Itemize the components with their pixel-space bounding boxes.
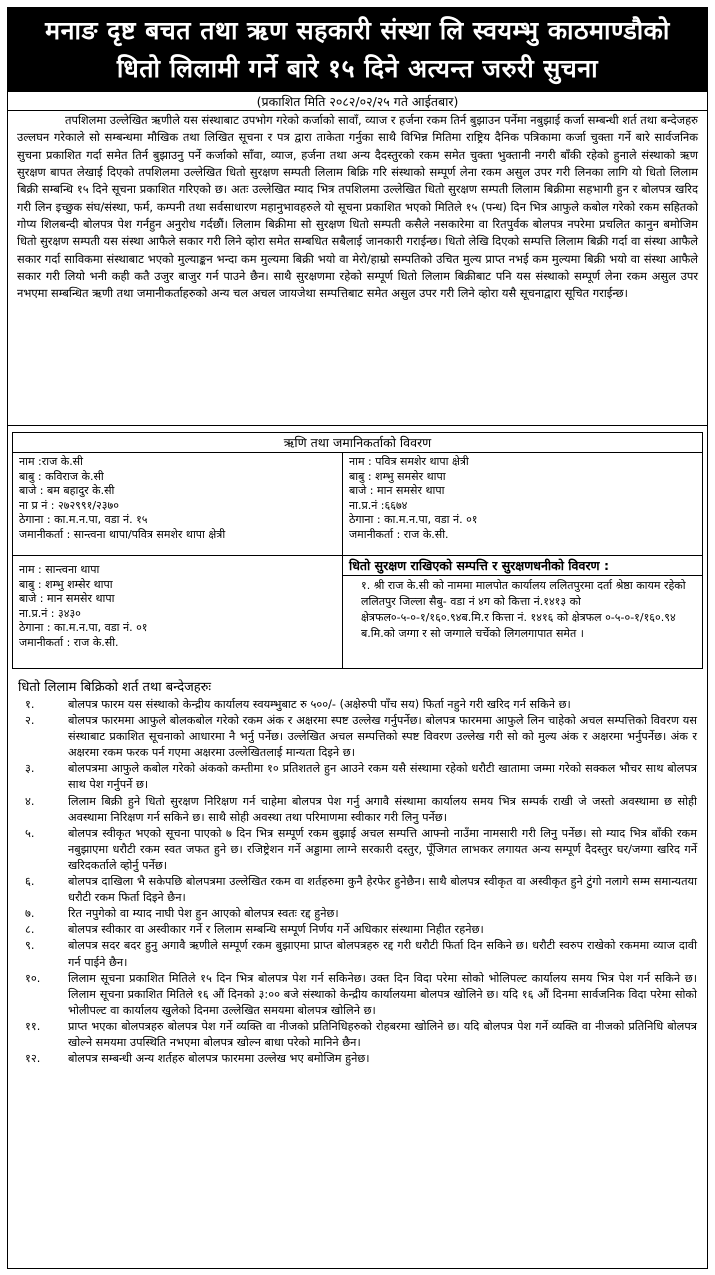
- terms-title: धितो लिलाम बिक्रिको शर्त तथा बन्देजहरुः: [18, 680, 212, 695]
- term-text: लिलाम सूचना प्रकाशित मितिले १५ दिन भित्र बोलपत्र पेश गर्न सकिनेछ। उक्त दिन विदा परेमा सोको भोलिपल्ट कार्यालय समय भित्र पेश गर्न सकिने छ। लिलाम सूचना प्रकाशित मितिले १६ औं दिनको ३:०० बजे संस्थाको केन्द्रीय कार्यालयमा बोलपत्र खोलिने छ। यदि १६ औं दिनमा सार्वजनिक विदा परेमा सोको भोलीपल्ट वा कार्यालय खुलेको दिनमा उल्लेखित समयमा बोलपत्र खोलिने छ।: [68, 971, 697, 1017]
- borrower-father: बाबु : शम्भु शम्सेर थापा: [19, 577, 113, 591]
- term-item: [8, 971, 707, 1019]
- term-text: बोलपत्र फारममा आफुले बोलकबोल गरेको रकम अंक र अक्षरमा स्पष्ट उल्लेख गर्नुपर्नेछ। बोलपत्र फारममा आफुले लिन चाहेको अचल सम्पत्तिको विवरण यस संस्थाबाट प्रकाशित सूचनाको आधारमा नै भर्नु पर्नेछ। उल्लेखित अचल सम्पत्तिको स्पष्ट विवरण उल्लेख गरी सो को मुल्य अंक र अक्षरमा भर्नुपर्नेछ। अंक र अक्षरमा रकम फरक पर्न गएमा अक्षरमा उल्लेखितलाई मान्यता दिइने छ।: [68, 714, 697, 760]
- term-text: बोलपत्र फारम यस संस्थाको केन्द्रीय कार्यालय स्वयम्भुबाट रु ५००/- (अक्षेरुपी पाँच सय) फिर्ता नहुने गरी खरिद गर्न सकिने छ।: [68, 698, 571, 711]
- term-number: ४.: [25, 794, 35, 808]
- term-number: ६.: [25, 875, 35, 889]
- term-item: [8, 906, 707, 922]
- borrower-address: ठेगाना : का.म.न.पा, वडा नं. ०१: [349, 513, 478, 527]
- title-line-1: मनाङ दृष्ट बचत तथा ऋण सहकारी संस्था लि स्वयम्भु काठमाण्डौको: [45, 16, 670, 45]
- term-number: ८.: [25, 923, 35, 937]
- term-item: [8, 761, 707, 793]
- intro-paragraph: तपशिलमा उल्लेखित ऋणीले यस संस्थाबाट उपभोग गरेको कर्जाको सावाँ, व्याज र हर्जना रकम तिर्न बुझाउन पर्नेमा नबुझाई कर्जा सम्बन्धी शर्त तथा बन्देजहरु उल्लघन गरेकाले सो सम्बन्धमा मौखिक तथा लिखित सूचना र पत्र द्वारा ताकेता गर्नुका साथै विभिन्न मितिमा राष्ट्रिय दैनिक पत्रिकामा कर्जा चुक्ता गर्ने बारे सार्वजनिक सुचना प्रकाशित गर्दा समेत तिर्न बुझाउनु पर्ने कर्जाको साँवा, व्याज, हर्जना तथा अन्य दैदस्तुरको रकम समेत चुक्ता भुक्तानी नगरी बाँकी रहेको हुनाले संस्थाको ऋण सुरक्षण बापत लेखाई दिएको तपशिलमा उल्लेखित धितो सुरक्षण सम्पती लिलाम बिक्रि गरि संस्थाको सम्पूर्ण लेना रकम असुल उपर गरी लिनका लागि यो धितो लिलाम बिक्री सम्बन्धि १५ दिने सूचना प्रकाशित गरिएको छ। अतः उल्लेखित म्याद भित्र तपशिलमा उल्लेखित धितो सुरक्षण सम्पती लिलाम बिक्रीमा सहभागी हुन र बोलपत्र खरिद गरी लिन इच्छुक संघ/संस्था, फर्म, कम्पनी तथा सर्वसाधारण महानुभावहरुले यो सूचना प्रकाशित भएको मितिले १५ (पन्ध) दिन भित्र आफुले कबोल गरेको रकम सहितको गोप्य शिलबन्दी बोलपत्र पेश गर्नहुन अनुरोध गर्दछौं। लिलाम बिक्रीमा सो सुरक्षण धितो सम्पती कसैले नसकारेमा वा रितपुर्वक बोलपत्र नपरेमा प्रचलित कानुन बमोजिम धितो सुरक्षण सम्पती यस संस्था आफैले सकार गरी लिने व्होरा समेत सम्बधित सबैलाई जानकारी गराईन्छ। धितो लेखि दिएको सम्पत्ति लिलाम बिक्री गर्दा वा संस्था आफैले सकार गर्दा साविकमा संस्थाबाट भएको मुल्याङ्कन भन्दा कम मुल्यमा बिक्री भयो वा मेरो/हाम्रो सम्पतिको उचित मुल्य प्राप्त नभई कम मुल्यमा बिक्री भयो वा संस्था आफैले सकार गरी लियो भनी कही कतै उजुर बाजुर गर्न पाउने छैन। साथै सुरक्षणमा रहेको सम्पूर्ण धितो लिलाम बिक्रीबाट पनि यस संस्थाको सम्पूर्ण लेना रकम असुल उपर नभएमा सम्बन्धित ऋणी तथा जमानीकर्ताहरुको अन्य चल अचल जायजेथा सम्पत्तिबाट समेत असुल उपर गरी लिने व्होरा यसै सूचनाद्वारा सूचित गराईन्छ।: [17, 113, 698, 301]
- term-text: बोलपत्र सदर बदर हुनु अगावै ऋणीले सम्पूर्ण रकम बुझाएमा प्राप्त बोलपत्रहरु रद्द गरी धरौटी फिर्ता दिन सकिने छ। धरौटी स्वरुप राखेको रकममा व्याज दावी गर्न पाईने छैन।: [68, 939, 697, 969]
- term-number: ११.: [25, 1019, 41, 1033]
- term-text: बोलपत्र सम्बन्धी अन्य शर्तहरु बोलपत्र फारममा उल्लेख भए बमोजिम हुनेछ।: [68, 1052, 370, 1066]
- published-date: (प्रकाशित मिति २०८२/०२/२५ गते आईतबार): [8, 92, 707, 111]
- term-text: बोलपत्रमा आफुले कबोल गरेको अंकको कम्तीमा १० प्रतिशतले हुन आउने रकम यसै संस्थामा रहेको धरौटी खातामा जम्मा गरेको सक्कल भौचर साथ बोलपत्र साथ पेश गर्नुपर्ने छ।: [68, 762, 697, 792]
- borrower-guarantor: जमानीकर्ता : राज के.सी.: [349, 527, 449, 541]
- term-item: [8, 922, 707, 938]
- term-item: [8, 1019, 707, 1051]
- borrower-card-2: [343, 453, 702, 556]
- borrower-guarantor: जमानीकर्ता : सान्त्वना थापा/पवित्र समशेर थापा क्षेत्री: [19, 527, 226, 541]
- term-text: बोलपत्र स्वीकार वा अस्वीकार गर्ने र लिलाम सम्बन्धि सम्पूर्ण निर्णय गर्ने अधिकार संस्थामा निहीत रहनेछ।: [68, 923, 484, 937]
- notice-page: [7, 7, 708, 1269]
- term-number: ३.: [25, 762, 35, 776]
- term-number: १.: [25, 698, 35, 711]
- details-title: ऋणि तथा जमानिकर्ताको विवरण: [12, 432, 703, 452]
- term-item: [8, 938, 707, 970]
- term-number: ९.: [25, 939, 35, 953]
- borrower-name: नाम :राज के.सी: [19, 455, 83, 468]
- borrower-address: ठेगाना : का.म.न.पा, वडा नं. १५: [19, 513, 148, 527]
- borrower-citizenship: ना.प्र.नं : ३४३०: [19, 606, 81, 620]
- borrower-address: ठेगाना : का.म.न.पा, वडा नं. ०१: [19, 621, 148, 635]
- term-item: [8, 1051, 707, 1067]
- terms-list: [8, 697, 707, 1067]
- term-text: रित नपुगेको वा म्याद नाघी पेश हुन आएको बोलपत्र स्वतः रद्द हुनेछ।: [68, 907, 339, 921]
- secured-property-text: १. श्री राज के.सी को नाममा मालपोत कार्यालय ललितपुरमा दर्ता श्रेष्ठा कायम रहेको ललितपुर जिल्ला सैबु- वडा नं ४ग को कित्ता नं.१४१३ को क्षेत्रफल०-५-०-१/१६०.९४ब.मि.र कित्ता नं. १४१६ को क्षेत्रफल ०-५-०-१/१६०.९४ ब.मि.को जग्गा र सो जग्गाले चर्चेको लिगलगापात समेत ।: [361, 579, 686, 640]
- term-item: [8, 697, 707, 713]
- borrower-citizenship: ना प्र नं : २७२९९१/२३७०: [19, 498, 119, 512]
- term-item: [8, 713, 707, 761]
- borrower-grandfather: बाजे : मान समसेर थापा: [349, 484, 445, 498]
- borrower-card-3: [13, 556, 343, 668]
- borrower-citizenship: ना.प्र.नं :६६७४: [349, 498, 408, 512]
- borrower-father: बाबु : कविराज के.सी: [19, 469, 104, 483]
- borrower-name: नाम : सान्त्वना थापा: [19, 563, 100, 576]
- term-number: १२.: [25, 1052, 41, 1066]
- term-item: [8, 874, 707, 906]
- borrower-grandfather: बाजे : मान समसेर थापा: [19, 592, 115, 606]
- borrower-guarantor: जमानीकर्ता : राज के.सी.: [19, 635, 119, 649]
- borrower-card-1: [13, 453, 343, 556]
- term-number: ५.: [25, 826, 35, 840]
- term-item: [8, 826, 707, 874]
- term-item: [8, 794, 707, 826]
- secured-property-box: [343, 556, 702, 668]
- term-text: बोलपत्र स्वीकृत भएको सूचना पाएको ७ दिन भित्र सम्पूर्ण रकम बुझाई अचल सम्पत्ति आफ्नो नाउँमा नामसारी गरी लिनु पर्नेछ। सो म्याद भित्र बाँकी रकम नबुझाएमा धरौटी रकम स्वत जफत हुने छ। रजिष्ट्रेशन गर्ने अड्डामा लाग्ने सरकारी दस्तुर, पूँजिगत लाभकर लगायत अन्य सम्पूर्ण दैदस्तुर घर/जग्गा खरिद गर्ने खरिदकर्ताले व्होर्नु पर्नेछ।: [68, 826, 697, 872]
- secured-property-title: धितो सुरक्षण राखिएको सम्पत्ति र सुरक्षणधनीको विवरण :: [343, 556, 702, 576]
- title-banner: [8, 8, 707, 92]
- term-text: लिलाम बिक्री हुने धितो सुरक्षण निरिक्षण गर्न चाहेमा बोलपत्र पेश गर्नु अगावै संस्थामा कार्यालय समय भित्र सम्पर्क राखी जे जस्तो अवस्थामा छ सोही अवस्थामा निरिक्षण गर्न सकिने छ। साथै सोही अवस्था तथा परिमाणमा स्वीकार गरी लिनु पर्नेछ।: [68, 794, 697, 824]
- term-number: १०.: [25, 971, 41, 985]
- term-number: ७.: [25, 907, 35, 921]
- borrower-grandfather: बाजे : बम बहादुर के.सी: [19, 484, 115, 498]
- borrower-father: बाबु : शम्भु समसेर थापा: [349, 469, 446, 483]
- term-number: २.: [25, 714, 35, 728]
- term-text: प्राप्त भएका बोलपत्रहरु बोलपत्र पेश गर्ने व्यक्ति वा नीजको प्रतिनिधिहरुको रोहबरमा खोलिने छ। यदि बोलपत्र पेश गर्ने व्यक्ति वा नीजको प्रतिनिधि बोलपत्र खोल्ने समयमा उपस्थिति नभएमा बोलपत्र खोल्न बाधा परेको मानिने छैन।: [68, 1019, 697, 1049]
- borrower-name: नाम : पवित्र समशेर थापा क्षेत्री: [349, 455, 469, 468]
- details-table: [12, 452, 703, 669]
- title-line-2: धितो लिलामी गर्ने बारे १५ दिने अत्यन्त जरुरी सुचना: [116, 54, 599, 83]
- term-text: बोलपत्र दाखिला भै सकेपछि बोलपत्रमा उल्लेखित रकम वा शर्तहरुमा कुनै हेरफेर हुनेछैन। साथै बोलपत्र स्वीकृत वा अस्वीकृत हुने टुंगो नलागे सम्म समान्यतया धरौटी रकम फिर्ता दिइने छैन।: [68, 875, 697, 905]
- intro-section: [8, 111, 707, 426]
